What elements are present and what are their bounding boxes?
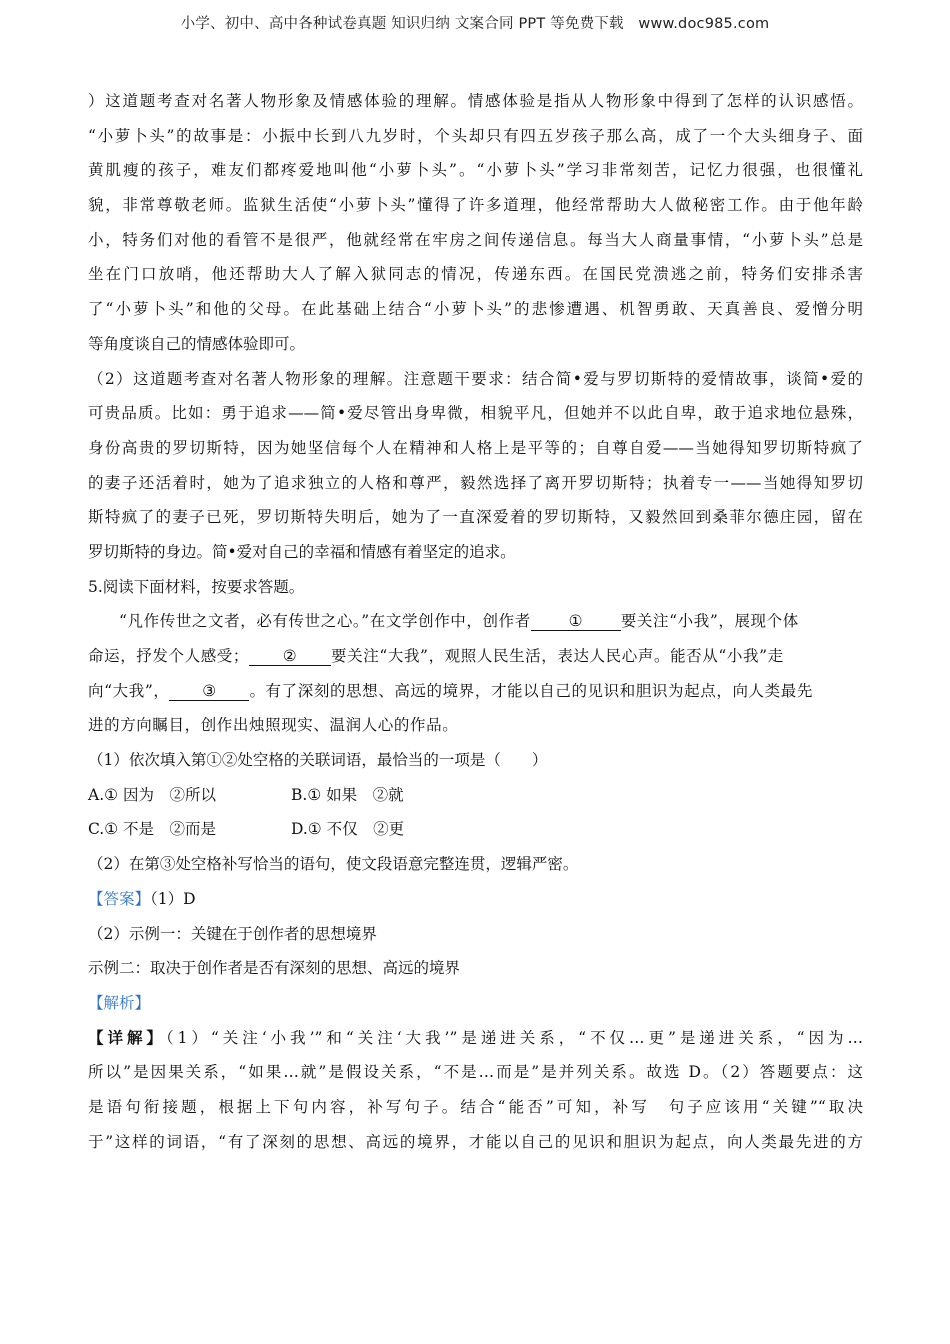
answer-line-3: 示例二：取决于创作者是否有深刻的思想、高远的境界 [88, 959, 461, 978]
analysis-paragraph-1 [88, 84, 863, 362]
passage-line [88, 604, 863, 639]
text-line: 的妻子还活着时，她为了追求独立的人格和尊严，毅然选择了离开罗切斯特；执着专一——当她得知罗切 [88, 473, 863, 492]
text-line: 身份高贵的罗切斯特，因为她坚信每个人在精神和人格上是平等的；自尊自爱——当她得知罗切斯特疯了 [88, 438, 863, 457]
detail-label: 【详解】 [88, 1027, 166, 1047]
text-line: 黄肌瘦的孩子，难友们都疼爱地叫他“小萝卜头”。“小萝卜头”学习非常刻苦，记忆力很强，也很懂礼 [88, 161, 863, 180]
text-line: 斯特疯了的妻子已死，罗切斯特失明后，她为了一直深爱着的罗切斯特，又毅然回到桑菲尔德庄园，留在 [88, 508, 863, 527]
options-row-1 [88, 778, 863, 813]
sub-question-1: （1）依次填入第①②处空格的关联词语，最恰当的一项是（ ） [88, 751, 548, 770]
text-line: ）这道题考查对名著人物形象及情感体验的理解。情感体验是指从人物形象中得到了怎样的认识感悟。 [88, 92, 863, 110]
option-b: B.① 如果 ②就 [291, 785, 404, 804]
text-line: 可贵品质。比如：勇于追求——简•爱尽管出身卑微，相貌平凡，但她并不以此自卑，敢于追求地位悬殊， [88, 404, 863, 423]
text-line: 罗切斯特的身边。简•爱对自己的幸福和情感有着坚定的追求。 [88, 542, 516, 561]
option-c: C.① 不是 ②而是 [88, 820, 217, 839]
text-line: （2）这道题考查对名著人物形象的理解。注意题干要求：结合简•爱与罗切斯特的爱情故事，谈简•爱的 [88, 369, 863, 388]
blank-1: ① [531, 612, 621, 631]
passage-line [88, 674, 863, 709]
detail-line [88, 1021, 863, 1056]
blank-3: ③ [169, 682, 249, 701]
passage-text: 向“大我”， [88, 681, 170, 700]
options-row-2 [88, 812, 863, 847]
detail-line: 所以”是因果关系，“如果…就”是假设关系，“不是…而是”是并列关系。故选 D。（2）答题要点：这 [88, 1063, 863, 1082]
question-5-title: 5.阅读下面材料，按要求答题。 [88, 577, 305, 596]
passage-text: 命运，抒发个人感受； [88, 647, 250, 665]
page-header-banner: 小学、初中、高中各种试卷真题 知识归纳 文案合同 PPT 等免费下载 www.doc985.com [180, 16, 770, 32]
passage-text: 。有了深刻的思想、高远的境界，才能以自己的见识和胆识为起点，向人类最先 [249, 681, 813, 700]
passage-line: 进的方向瞩目，创作出烛照现实、温润人心的作品。 [88, 716, 459, 735]
passage-text: 要关注“大我”，观照人民生活，表达人民心声。能否从“小我”走 [331, 647, 784, 665]
passage-line [88, 639, 863, 674]
text-line: 等角度谈自己的情感体验即可。 [88, 334, 306, 353]
option-a: A.① 因为 ②所以 [88, 785, 216, 804]
passage-text: 要关注“小我”，展现个体 [620, 612, 799, 631]
answer-text: （1）D [150, 889, 196, 908]
option-d: D.① 不仅 ②更 [291, 820, 405, 839]
text-line: “小萝卜头”的故事是：小振中长到八九岁时，个头却只有四五岁孩子那么高，成了一个大头细身子、面 [88, 126, 863, 145]
reading-passage [88, 604, 863, 743]
analysis-label: 【解析】 [88, 993, 151, 1012]
text-line: 小，特务们对他的看管不是很严，他就经常在牢房之间传递信息。每当大人商量事情，“小萝卜头”总是 [88, 230, 863, 249]
text-line: 了“小萝卜头”和他的父母。在此基础上结合“小萝卜头”的悲惨遭遇、机智勇敢、天真善良、爱憎分明 [88, 300, 863, 319]
text-line: 坐在门口放哨，他还帮助大人了解入狱同志的情况，传递东西。在国民党溃逃之前，特务们安排杀害 [88, 265, 863, 284]
text-line: 貌，非常尊敬老师。监狱生活使“小萝卜头”懂得了许多道理，他经常帮助大人做秘密工作。由于他年龄 [88, 196, 863, 215]
answer-label: 【答案】 [88, 889, 151, 908]
sub-question-2: （2）在第③处空格补写恰当的语句，使文段语意完整连贯，逻辑严密。 [88, 855, 579, 874]
passage-text: “凡作传世之文者，必有传世之心。”在文学创作中，创作者 [119, 612, 531, 631]
answer-line-2: （2）示例一：关键在于创作者的思想境界 [88, 924, 377, 943]
blank-2: ② [249, 647, 331, 666]
analysis-paragraph-2 [88, 362, 863, 570]
detail-line: 于”这样的词语，“有了深刻的思想、高远的境界，才能以自己的见识和胆识为起点，向人类最先进的方 [88, 1132, 863, 1151]
detail-line: 是语句衔接题，根据上下句内容，补写句子。结合“能否”可知，补写 句子应该用“关键”“取决 [88, 1097, 863, 1116]
detail-text: （1）“关注‘小我’”和“关注‘大我’”是递进关系，“不仅…更”是递进关系，“因为… [165, 1028, 863, 1047]
answer-line-1 [88, 882, 863, 917]
document-body [88, 84, 863, 1159]
